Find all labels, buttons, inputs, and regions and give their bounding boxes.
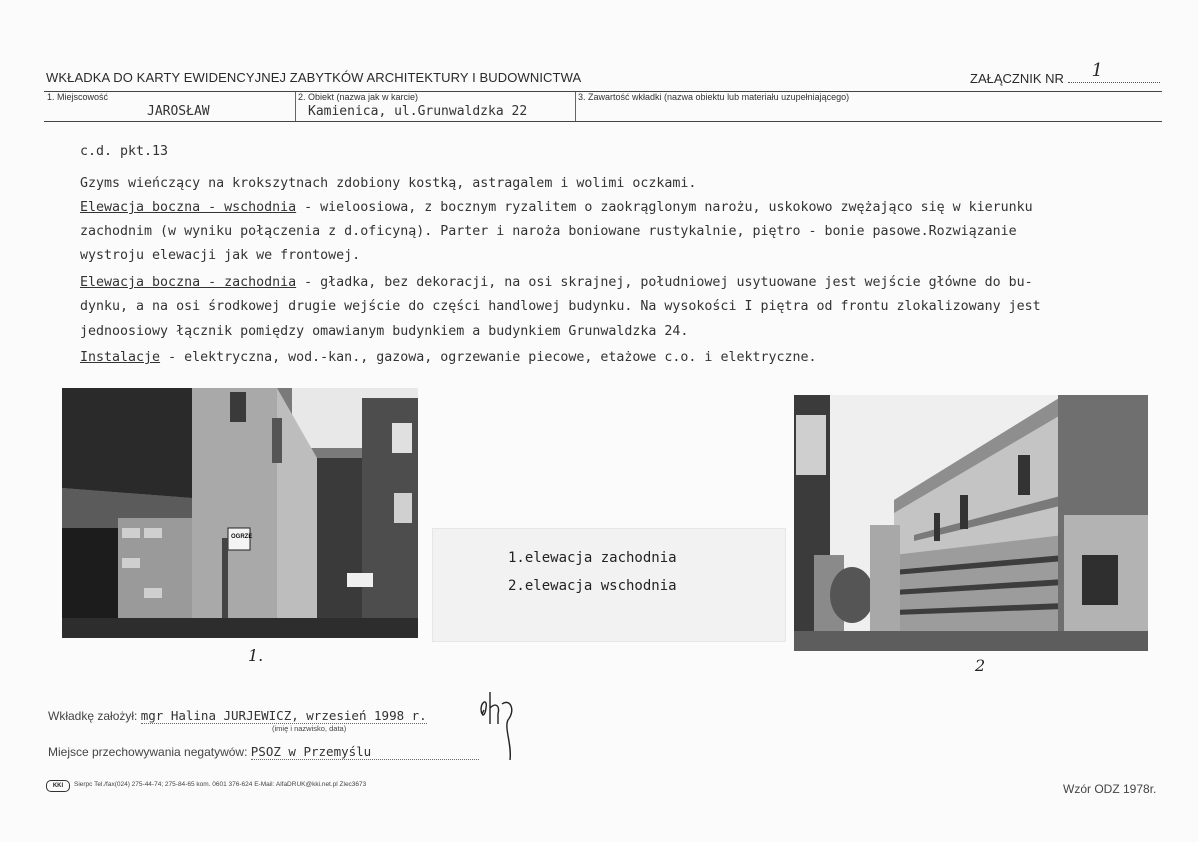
body-line-3: zachodnim (w wyniku połączenia z d.oficyną). Parter i naroża boniowane rustykalnie, piętro - bonie pasowe.Rozwiązanie bbox=[80, 224, 1017, 239]
photo-east-elevation-image bbox=[794, 395, 1148, 651]
caption-1: 1.elewacja zachodnia bbox=[508, 550, 677, 566]
author-label: Wkładkę założył: bbox=[48, 709, 138, 723]
section-heading-east: Elewacja boczna - wschodnia bbox=[80, 200, 297, 215]
header-bottom-rule bbox=[44, 121, 1162, 122]
photo-2-number: 2 bbox=[975, 656, 986, 675]
photo-1-number: 1. bbox=[248, 646, 264, 665]
storage-label: Miejsce przechowywania negatywów: bbox=[48, 745, 248, 759]
body-line-5 bbox=[80, 275, 1033, 290]
annex-label: ZAŁĄCZNIK NR bbox=[970, 71, 1064, 86]
body-line-7: jednoosiowy łącznik pomiędzy omawianym budynkiem a budynkiem Grunwaldzka 24. bbox=[80, 324, 689, 339]
author-row bbox=[48, 708, 427, 723]
field-2-label: 2. Obiekt (nazwa jak w karcie) bbox=[298, 92, 419, 102]
author-hint: (imię i nazwisko, data) bbox=[272, 724, 347, 733]
photo-west-elevation-image bbox=[62, 388, 418, 638]
body-line-2-text: - wieloosiowa, z bocznym ryzalitem o zaokrąglonym narożu, uskokowo zwężająco się w kierunku bbox=[296, 200, 1033, 215]
field-1-label: 1. Miejscowość bbox=[47, 92, 109, 102]
author-value: mgr Halina JURJEWICZ, wrzesień 1998 r. bbox=[140, 708, 427, 723]
caption-2: 2.elewacja wschodnia bbox=[508, 578, 677, 594]
body-line-8-text: - elektryczna, wod.-kan., gazowa, ogrzewanie piecowe, etażowe c.o. i elektryczne. bbox=[160, 350, 817, 365]
section-heading-west: Elewacja boczna - zachodnia bbox=[80, 275, 297, 290]
annex-number-line bbox=[1068, 60, 1160, 83]
form-title: WKŁADKA DO KARTY EWIDENCYJNEJ ZABYTKÓW ARCHITEKTURY I BUDOWNICTWA bbox=[46, 70, 582, 85]
storage-value: PSOZ w Przemyślu bbox=[251, 744, 479, 760]
body-line-1: Gzyms wieńczący na krokszytnach zdobiony kostką, astragalem i wolimi oczkami. bbox=[80, 176, 697, 191]
field-divider-2 bbox=[575, 92, 576, 121]
photo-east-elevation bbox=[794, 395, 1148, 651]
photo-west-elevation bbox=[62, 388, 418, 638]
body-line-6: dynku, a na osi środkowej drugie wejście do części handlowej budynku. Na wysokości I piętra od frontu zlokalizowany jest bbox=[80, 299, 1041, 314]
shop-sign-text: OGRZE bbox=[231, 534, 253, 540]
continuation-note: c.d. pkt.13 bbox=[80, 144, 169, 159]
body-line-8 bbox=[80, 350, 817, 365]
field-1-value: JAROSŁAW bbox=[147, 104, 210, 119]
annex-number: 1 bbox=[1091, 60, 1103, 81]
field-3-label: 3. Zawartość wkładki (nazwa obiektu lub materiału uzupełniającego) bbox=[578, 92, 850, 102]
field-2-value: Kamienica, ul.Grunwaldzka 22 bbox=[308, 104, 528, 119]
field-divider-1 bbox=[295, 92, 296, 121]
printer-info: Sierpc Tel./fax(024) 275-44-74; 275-84-65 kom. 0601 376-624 E-Mail: AlfaDRUK@kki.net.pl Zlec3673 bbox=[74, 781, 367, 788]
printer-logo: KKI bbox=[46, 780, 70, 792]
body-line-5-text: - gładka, bez dekoracji, na osi skrajnej, południowej usytuowane jest wejście główne do bu- bbox=[296, 275, 1033, 290]
handwritten-signature bbox=[476, 684, 524, 764]
storage-row bbox=[48, 744, 479, 760]
section-heading-installations: Instalacje bbox=[80, 350, 161, 365]
form-template-id: Wzór ODZ 1978r. bbox=[1063, 782, 1157, 796]
body-line-4: wystroju elewacji jak we frontowej. bbox=[80, 248, 361, 263]
annex-label-row bbox=[970, 60, 1160, 86]
body-line-2 bbox=[80, 200, 1033, 215]
